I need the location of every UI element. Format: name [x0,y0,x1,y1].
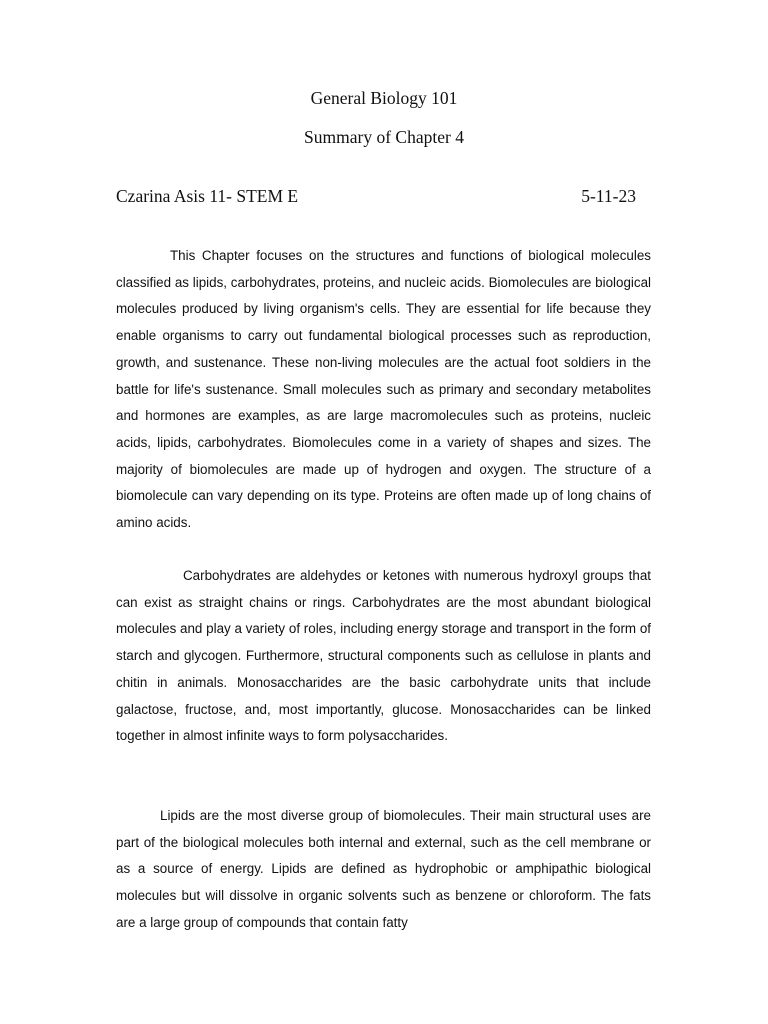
document-subtitle: Summary of Chapter 4 [304,127,464,147]
paragraph-intro: This Chapter focuses on the structures and functions of biological molecules classified as lipids, carbohydrates, proteins, and nucleic acids. Biomolecules are biological molecules produced by living organism's cells. They are essential for life because they enable organisms to carry out fundamental biological processes such as reproduction, growth, and sustenance. These non-living molecules are the actual foot soldiers in the battle for life's sustenance. Small molecules such as primary and secondary metabolites and hormones are examples, as are large macromolecules such as proteins, nucleic acids, lipids, carbohydrates. Biomolecules come in a variety of shapes and sizes. The majority of biomolecules are made up of hydrogen and oxygen. The structure of a biomolecule can vary depending on its type. Proteins are often made up of long chains of amino acids. [116,248,651,531]
paragraph-lipids: Lipids are the most diverse group of biomolecules. Their main structural uses are part of the biological molecules both internal and external, such as the cell membrane or as a source of energy. Lipids are defined as hydrophobic or amphipathic biological molecules but will dissolve in organic solvents such as benzene or chloroform. The fats are a large group of compounds that contain fatty [116,808,651,930]
paragraph-carbohydrates: Carbohydrates are aldehydes or ketones with numerous hydroxyl groups that can exist as straight chains or rings. Carbohydrates are the most abundant biological molecules and play a variety of roles, including energy storage and transport in the form of starch and glycogen. Furthermore, structural components such as cellulose in plants and chitin in animals. Monosaccharides are the basic carbohydrate units that include galactose, fructose, and, most importantly, glucose. Monosaccharides can be linked together in almost infinite ways to form polysaccharides. [116,568,651,744]
author-line [116,186,636,206]
author-name: Czarina Asis 11- STEM E [116,186,299,206]
document-date: 5-11-23 [581,186,636,206]
document-title: General Biology 101 [310,88,458,108]
